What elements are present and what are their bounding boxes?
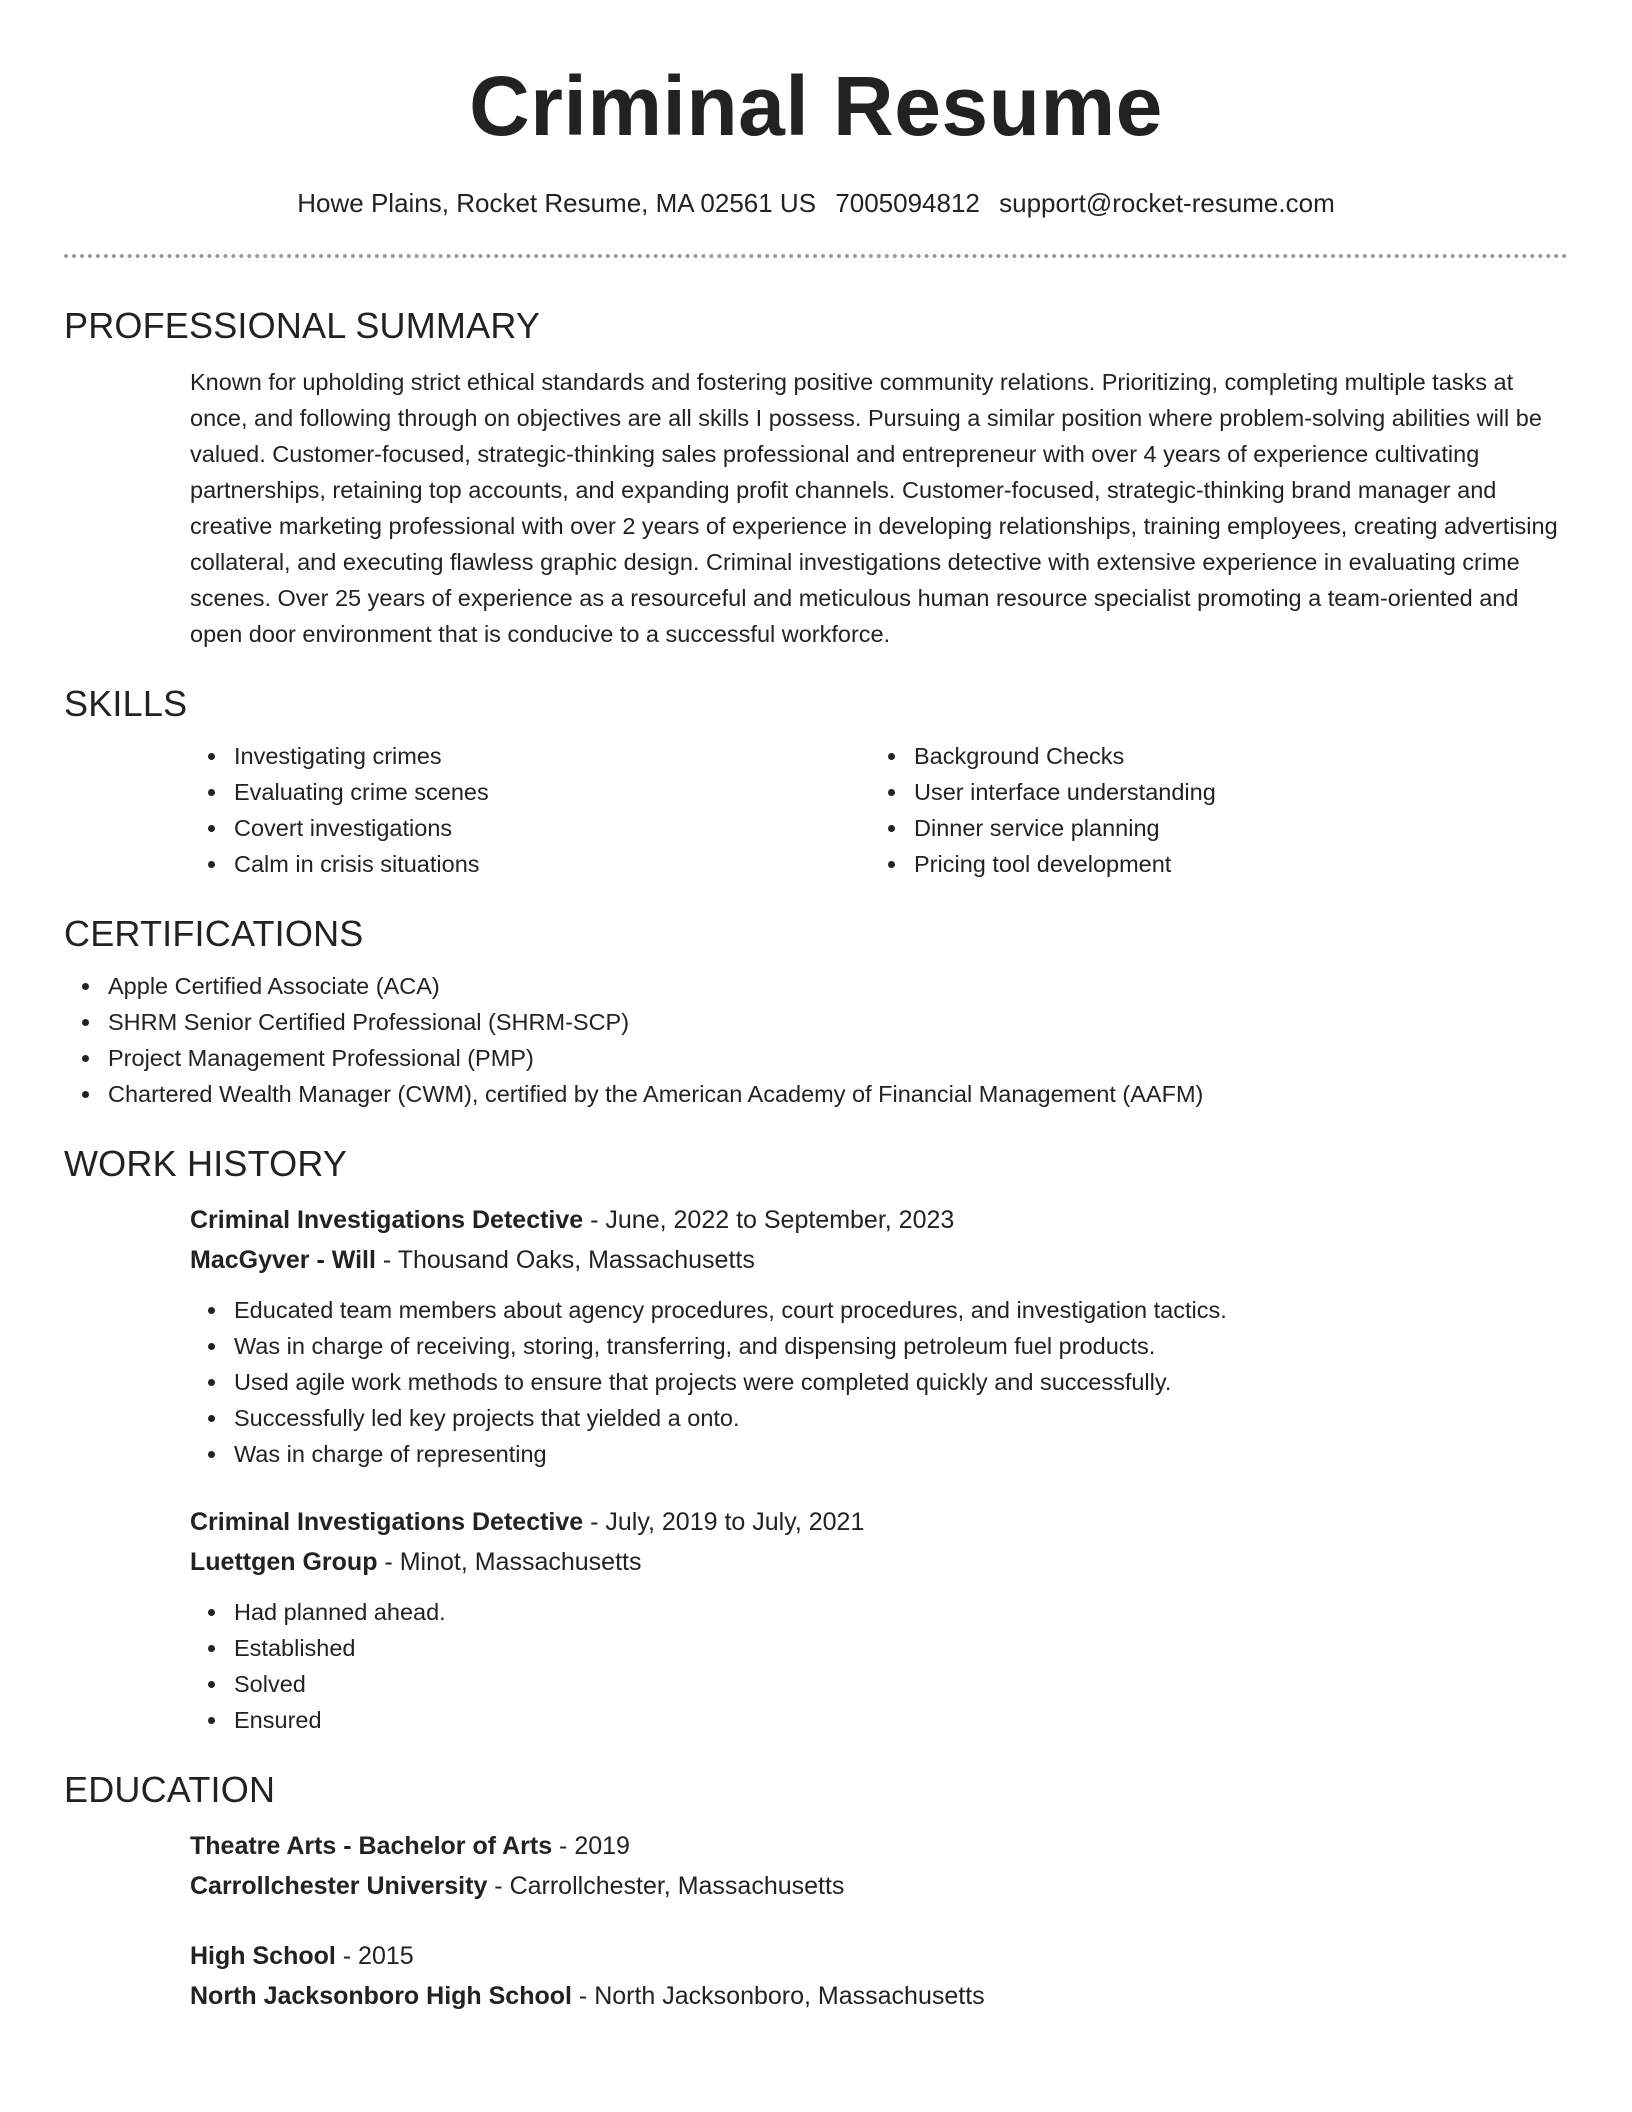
list-item: Covert investigations xyxy=(234,810,870,846)
list-item: Solved xyxy=(234,1666,1568,1702)
degree-line xyxy=(190,1826,1568,1866)
skills-list-left xyxy=(190,738,870,882)
job-role: Criminal Investigations Detective xyxy=(190,1206,584,1234)
job-dates: - June, 2022 to September, 2023 xyxy=(583,1206,955,1234)
list-item: Project Management Professional (PMP) xyxy=(108,1040,1568,1076)
contact-line xyxy=(64,186,1568,220)
education-entry xyxy=(190,1826,1568,1906)
list-item: Was in charge of receiving, storing, transferring, and dispensing petroleum fuel products. xyxy=(234,1328,1568,1364)
list-item: Had planned ahead. xyxy=(234,1594,1568,1630)
resume-page xyxy=(64,0,1568,2016)
skills-column-left xyxy=(190,738,870,882)
skills-section xyxy=(64,682,1568,882)
degree-year: - 2015 xyxy=(335,1942,414,1970)
header-divider xyxy=(64,254,1568,258)
education-entry xyxy=(190,1936,1568,2016)
list-item: Chartered Wealth Manager (CWM), certified by the American Academy of Financial Management (AAFM) xyxy=(108,1076,1568,1112)
degree: High School xyxy=(190,1942,336,1970)
summary-text: Known for upholding strict ethical standards and fostering positive community relations. Prioritizing, completing multiple tasks at once, and following through on objectives are all skills I possess. Pursuing a similar position where problem-solving abilities will be valued. Customer-focused, strategic-thinking sales professional and entrepreneur with over 4 years of experience cultivating partnerships, retaining top accounts, and expanding profit channels. Customer-focused, strategic-thinking brand manager and creative marketing professional with over 2 years of experience in developing relationships, training employees, creating advertising collateral, and executing flawless graphic design. Criminal investigations detective with extensive experience in evaluating crime scenes. Over 25 years of experience as a resourceful and meticulous human resource specialist promoting a team-oriented and open door environment that is conducive to a successful workforce. xyxy=(190,369,1558,647)
job-location: - Thousand Oaks, Massachusetts xyxy=(375,1246,755,1274)
contact-email: support@rocket-resume.com xyxy=(999,188,1335,218)
list-item: SHRM Senior Certified Professional (SHRM-SCP) xyxy=(108,1004,1568,1040)
job-company-line xyxy=(190,1542,1568,1582)
list-item: Apple Certified Associate (ACA) xyxy=(108,968,1568,1004)
job-entry xyxy=(190,1502,1568,1738)
list-item: Was in charge of representing xyxy=(234,1436,1568,1472)
certifications-list xyxy=(64,968,1568,1112)
job-dates: - July, 2019 to July, 2021 xyxy=(583,1508,865,1536)
list-item: Educated team members about agency procedures, court procedures, and investigation tactics. xyxy=(234,1292,1568,1328)
summary-section xyxy=(64,304,1568,652)
list-item: Evaluating crime scenes xyxy=(234,774,870,810)
list-item: Pricing tool development xyxy=(914,846,1550,882)
school-location: - Carrollchester, Massachusetts xyxy=(487,1872,845,1900)
work-history-section xyxy=(64,1142,1568,1738)
certifications-section xyxy=(64,912,1568,1112)
job-entry xyxy=(190,1200,1568,1472)
school-line xyxy=(190,1866,1568,1906)
school: Carrollchester University xyxy=(190,1872,488,1900)
degree: Theatre Arts - Bachelor of Arts xyxy=(190,1832,553,1860)
skills-heading: SKILLS xyxy=(64,683,188,724)
resume-title: Criminal Resume xyxy=(469,59,1163,153)
school-location: - North Jacksonboro, Massachusetts xyxy=(571,1982,985,2010)
list-item: Dinner service planning xyxy=(914,810,1550,846)
skills-grid xyxy=(190,738,1568,882)
contact-phone: 7005094812 xyxy=(835,188,980,218)
list-item: User interface understanding xyxy=(914,774,1550,810)
list-item: Investigating crimes xyxy=(234,738,870,774)
list-item: Background Checks xyxy=(914,738,1550,774)
list-item: Successfully led key projects that yielded a onto. xyxy=(234,1400,1568,1436)
job-company-line xyxy=(190,1240,1568,1280)
school-line xyxy=(190,1976,1568,2016)
contact-address: Howe Plains, Rocket Resume, MA 02561 US xyxy=(297,188,817,218)
job-role: Criminal Investigations Detective xyxy=(190,1508,584,1536)
work-history-heading: WORK HISTORY xyxy=(64,1143,348,1184)
education-heading: EDUCATION xyxy=(64,1769,276,1810)
school: North Jacksonboro High School xyxy=(190,1982,572,2010)
list-item: Calm in crisis situations xyxy=(234,846,870,882)
skills-column-right xyxy=(870,738,1550,882)
degree-year: - 2019 xyxy=(552,1832,630,1860)
list-item: Ensured xyxy=(234,1702,1568,1738)
job-company: MacGyver - Will xyxy=(190,1246,376,1274)
list-item: Established xyxy=(234,1630,1568,1666)
job-title-line xyxy=(190,1200,1568,1240)
job-company: Luettgen Group xyxy=(190,1548,378,1576)
job-title-line xyxy=(190,1502,1568,1542)
job-location: - Minot, Massachusetts xyxy=(377,1548,642,1576)
job-bullets xyxy=(190,1292,1568,1472)
summary-heading: PROFESSIONAL SUMMARY xyxy=(64,305,541,346)
job-bullets xyxy=(190,1594,1568,1738)
certifications-heading: CERTIFICATIONS xyxy=(64,913,364,954)
skills-list-right xyxy=(870,738,1550,882)
degree-line xyxy=(190,1936,1568,1976)
education-section xyxy=(64,1768,1568,2016)
list-item: Used agile work methods to ensure that projects were completed quickly and successfully. xyxy=(234,1364,1568,1400)
